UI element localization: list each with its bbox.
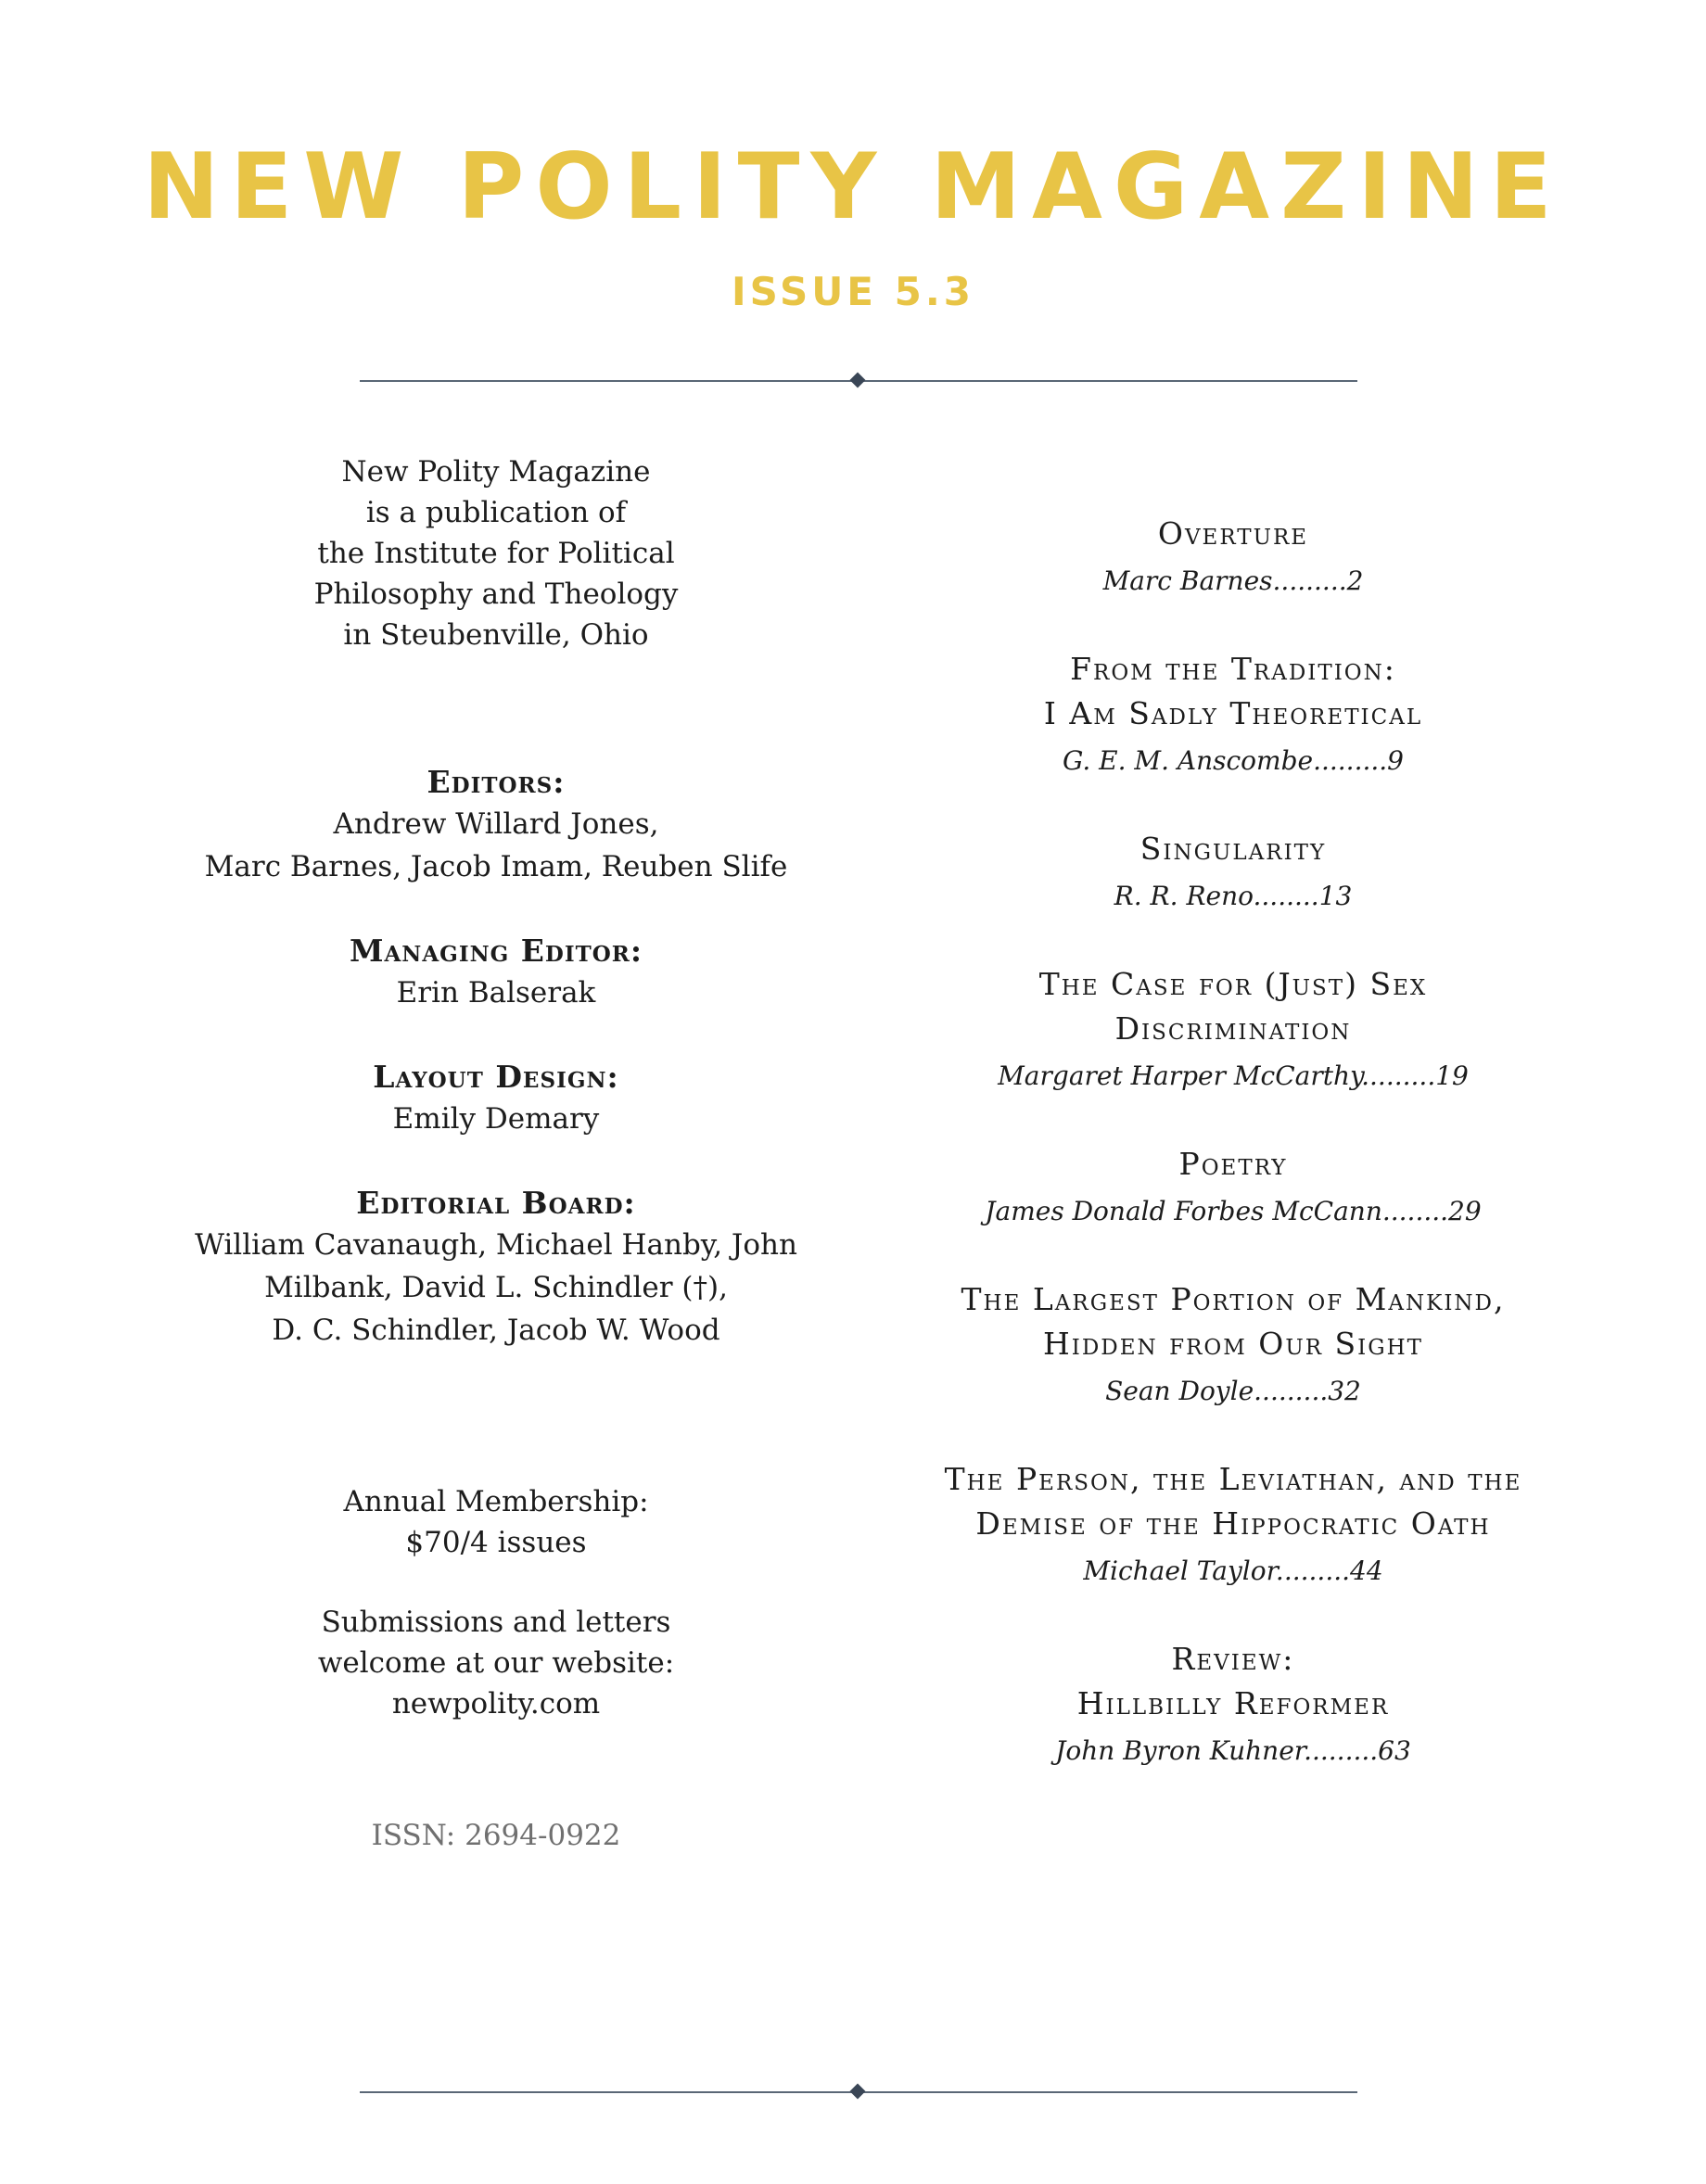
toc-entry[interactable] xyxy=(890,962,1576,1098)
credit-layout-design xyxy=(185,1057,807,1140)
toc-byline: Marc Barnes.........2 xyxy=(1102,565,1364,596)
about-line: is a publication of xyxy=(365,496,627,529)
toc-entry[interactable] xyxy=(890,1277,1576,1413)
toc-entry[interactable] xyxy=(890,1457,1576,1593)
website-link[interactable]: newpolity.com xyxy=(391,1687,601,1721)
toc-entry[interactable] xyxy=(890,1142,1576,1233)
diamond-ornament-icon xyxy=(850,2084,866,2100)
membership-price: $70/4 issues xyxy=(405,1526,587,1559)
credit-line: William Cavanaugh, Michael Hanby, John xyxy=(195,1228,797,1262)
diamond-ornament-icon xyxy=(850,373,866,388)
credit-heading: Editors: xyxy=(426,764,566,800)
credit-heading: Managing Editor: xyxy=(349,933,643,969)
credit-editorial-board xyxy=(185,1183,807,1352)
credit-heading: Editorial Board: xyxy=(356,1185,636,1221)
credit-line: Emily Demary xyxy=(392,1102,600,1136)
top-divider xyxy=(360,380,1357,382)
toc-byline: James Donald Forbes McCann........29 xyxy=(985,1196,1482,1226)
about-line: New Polity Magazine xyxy=(341,455,651,489)
toc-title: I Am Sadly Theoretical xyxy=(1043,695,1423,731)
masthead-credits xyxy=(185,762,807,1394)
toc-byline: Sean Doyle.........32 xyxy=(1105,1376,1361,1406)
table-of-contents xyxy=(890,512,1576,1817)
about-line: in Steubenville, Ohio xyxy=(343,618,649,652)
toc-title: Hidden from Our Sight xyxy=(1042,1326,1424,1362)
toc-title: Hillbilly Reformer xyxy=(1076,1685,1390,1721)
submissions-line: Submissions and letters xyxy=(321,1606,671,1639)
about-line: the Institute for Political xyxy=(317,537,675,570)
toc-title: Overture xyxy=(1157,515,1309,552)
toc-title: Poetry xyxy=(1178,1146,1288,1182)
toc-title: The Largest Portion of Mankind, xyxy=(961,1281,1506,1317)
credit-line: Marc Barnes, Jacob Imam, Reuben Slife xyxy=(204,850,788,883)
publication-statement xyxy=(185,451,807,655)
magazine-title: NEW POLITY MAGAZINE xyxy=(143,134,1563,240)
credit-line: Erin Balserak xyxy=(396,976,596,1009)
toc-title: The Person, the Leviathan, and the xyxy=(944,1461,1522,1497)
toc-title: The Case for (Just) Sex xyxy=(1038,966,1428,1002)
toc-title: Singularity xyxy=(1139,831,1327,867)
about-line: Philosophy and Theology xyxy=(313,578,679,611)
membership-line: Annual Membership: xyxy=(343,1485,649,1518)
issn-number: ISSN: 2694-0922 xyxy=(371,1819,621,1852)
credit-line: Milbank, David L. Schindler (†), xyxy=(264,1271,728,1304)
credit-managing-editor xyxy=(185,931,807,1014)
credit-line: D. C. Schindler, Jacob W. Wood xyxy=(272,1314,720,1347)
bottom-divider xyxy=(360,2091,1357,2093)
submissions-info xyxy=(185,1602,807,1724)
toc-title: Demise of the Hippocratic Oath xyxy=(975,1505,1491,1542)
toc-title: From the Tradition: xyxy=(1070,651,1396,687)
issue-number: ISSUE 5.3 xyxy=(731,269,975,314)
toc-entry[interactable] xyxy=(890,647,1576,782)
toc-byline: Michael Taylor.........44 xyxy=(1083,1555,1383,1586)
credit-editors xyxy=(185,762,807,888)
toc-byline: John Byron Kuhner.........63 xyxy=(1055,1735,1411,1766)
membership-info xyxy=(185,1481,807,1563)
toc-byline: G. E. M. Anscombe.........9 xyxy=(1062,745,1404,776)
toc-byline: Margaret Harper McCarthy.........19 xyxy=(998,1060,1469,1091)
credit-heading: Layout Design: xyxy=(373,1059,619,1095)
toc-entry[interactable] xyxy=(890,827,1576,918)
toc-title: Review: xyxy=(1171,1641,1295,1677)
toc-title: Discrimination xyxy=(1114,1010,1352,1047)
submissions-line: welcome at our website: xyxy=(317,1646,675,1680)
toc-entry[interactable] xyxy=(890,512,1576,603)
toc-entry[interactable] xyxy=(890,1637,1576,1772)
toc-byline: R. R. Reno........13 xyxy=(1114,881,1353,911)
credit-line: Andrew Willard Jones, xyxy=(333,807,659,841)
